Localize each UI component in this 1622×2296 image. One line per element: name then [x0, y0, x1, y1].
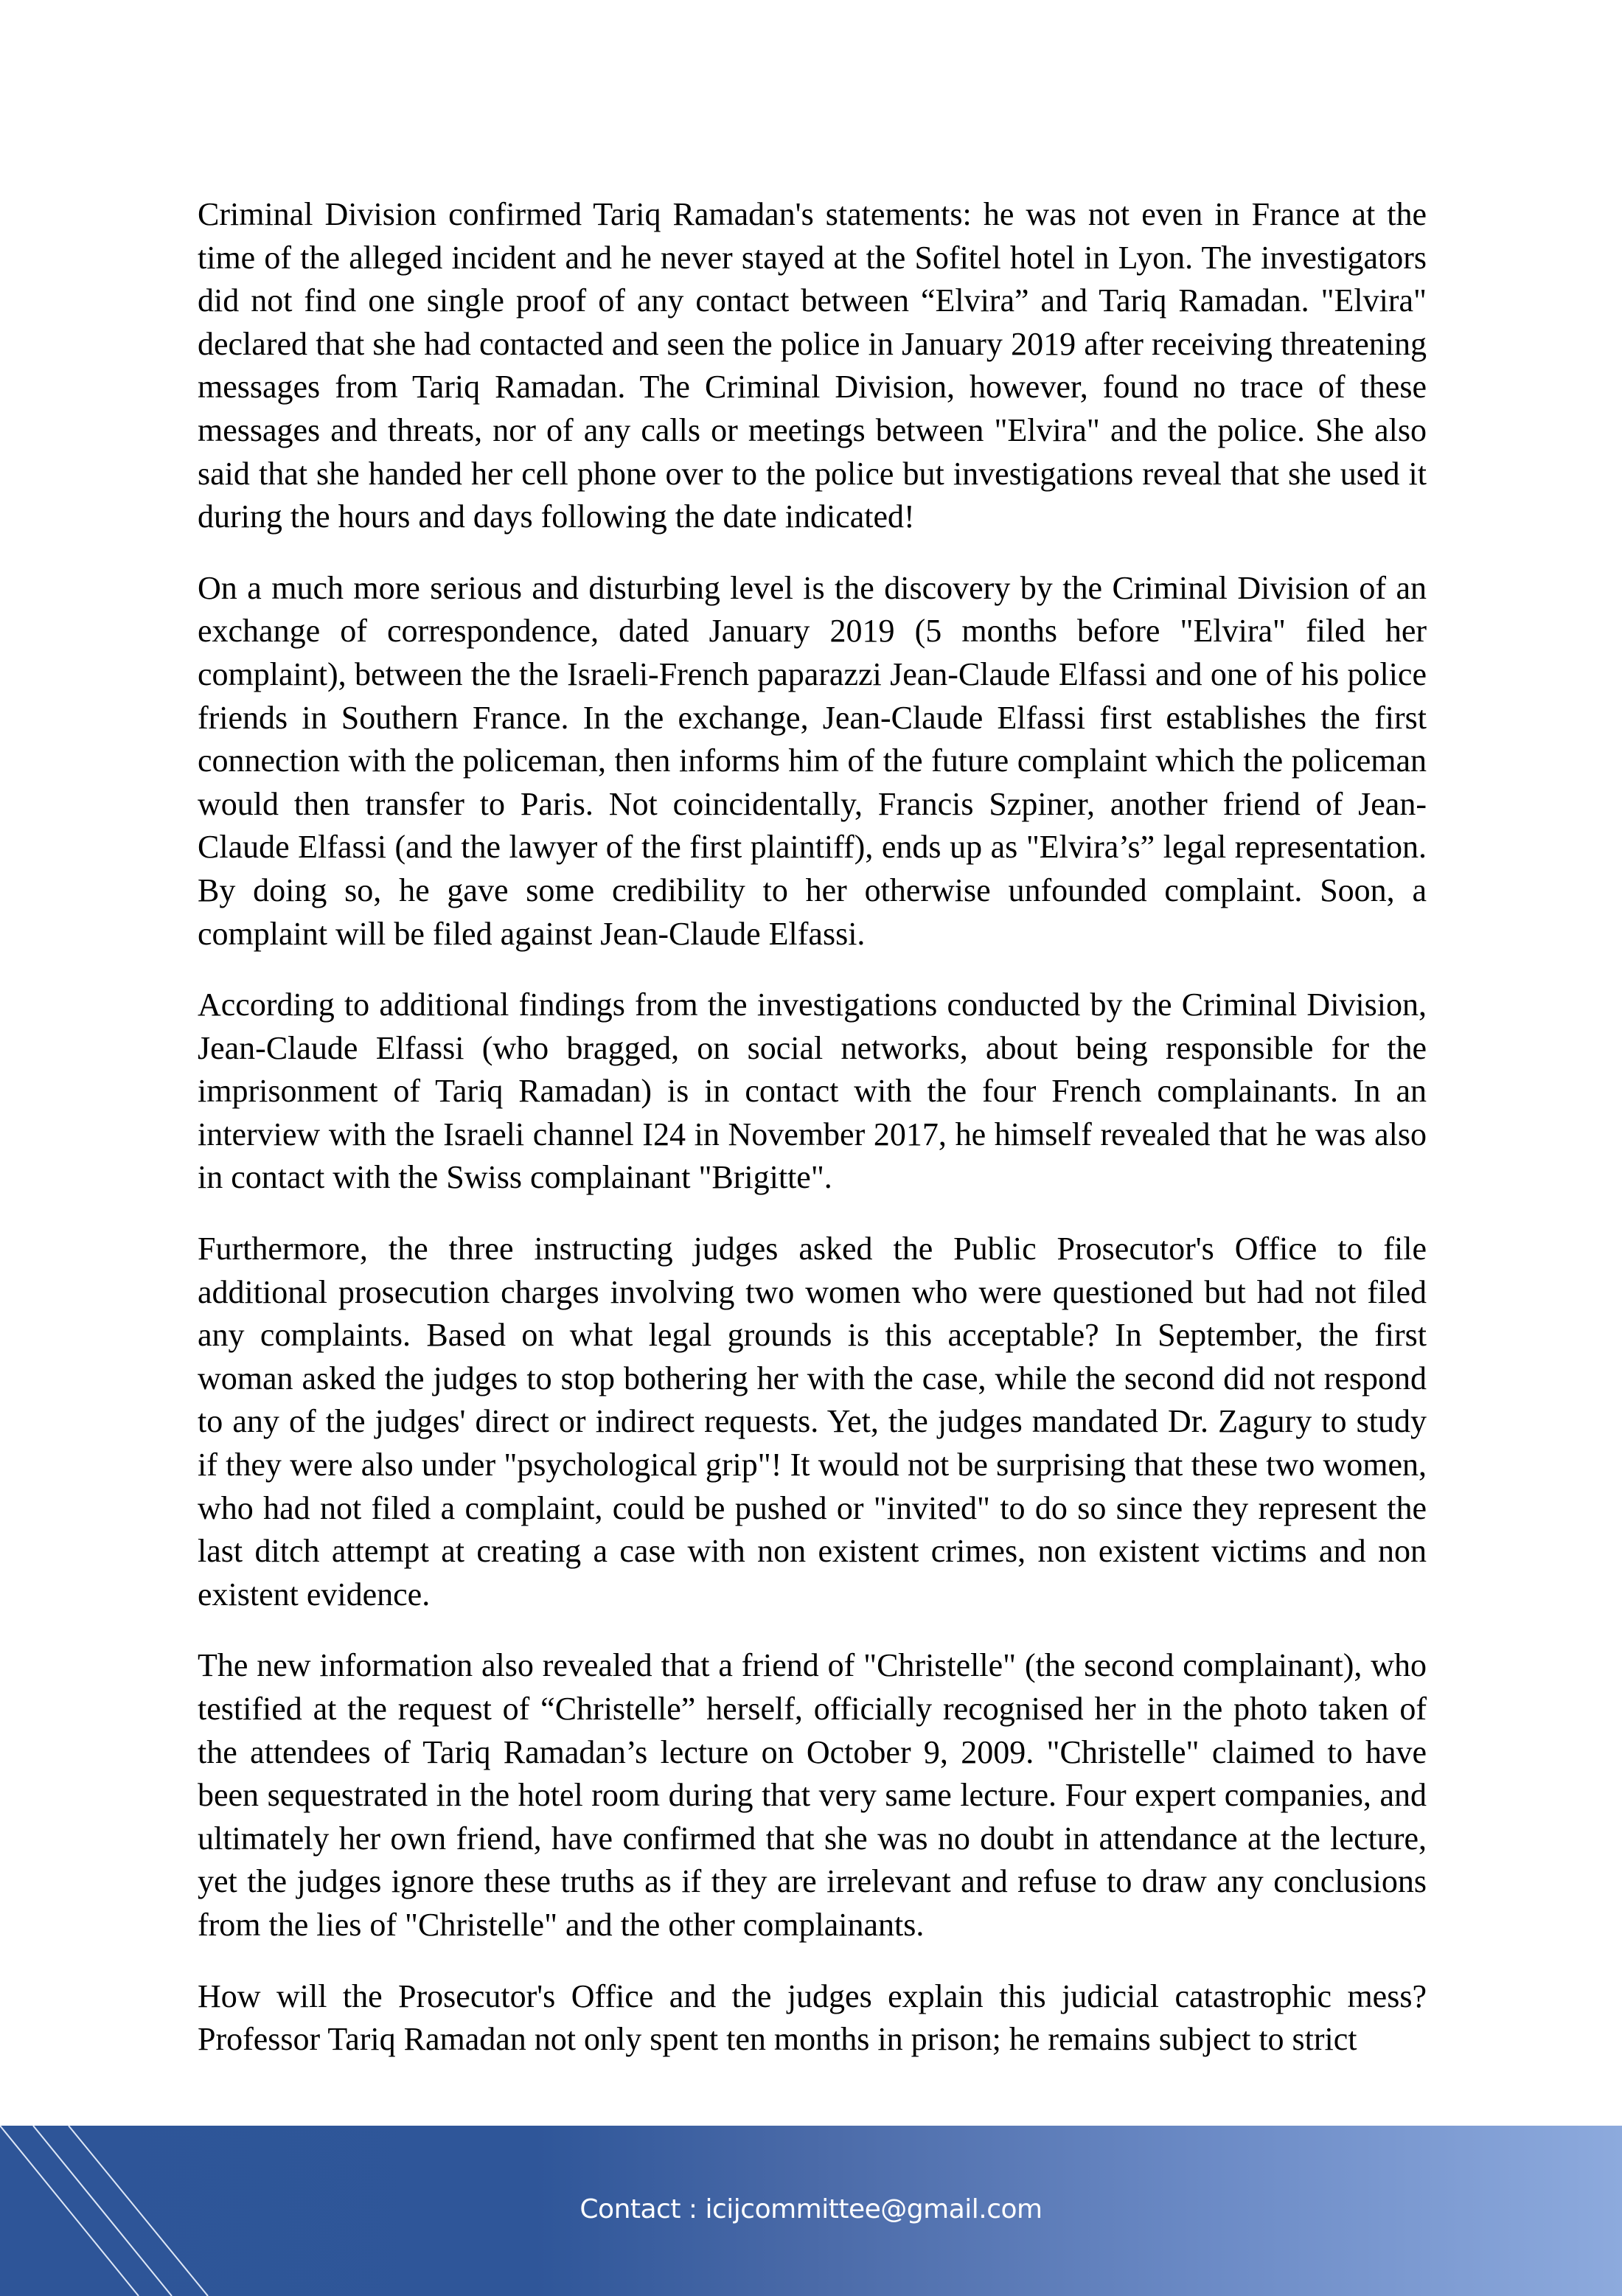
page-footer — [0, 2126, 1622, 2296]
document-body — [198, 193, 1427, 2090]
paragraph: The new information also revealed that a friend of "Christelle" (the second complainant), who testified at the request of “Christelle” herself, officially recognised her in the photo taken of the attendees of Tariq Ramadan’s lecture on October 9, 2009. "Christelle" claimed to have been sequestrated in the hotel room during that very same lecture. Four expert companies, and ultimately her own friend, have confirmed that she was no doubt in attendance at the lecture, yet the judges ignore these truths as if they are irrelevant and refuse to draw any conclusions from the lies of "Christelle" and the other complainants. — [198, 1647, 1427, 1943]
paragraph: How will the Prosecutor's Office and the judges explain this judicial catastrophic mess? Professor Tariq Ramadan not only spent ten months in prison; he remains subject to strict — [198, 1977, 1427, 2058]
paragraph: Criminal Division confirmed Tariq Ramadan's statements: he was not even in France at the time of the alleged incident and he never stayed at the Sofitel hotel in Lyon. The investigators did not find one single proof of any contact between “Elvira” and Tariq Ramadan. "Elvira" declared that she had contacted and seen the police in January 2019 after receiving threatening messages from Tariq Ramadan. The Criminal Division, however, found no trace of these messages and threats, nor of any calls or meetings between "Elvira" and the police. She also said that she handed her cell phone over to the police but investigations reveal that she used it during the hours and days following the date indicated! — [198, 196, 1427, 535]
footer-contact-email: Contact : icijcommittee@gmail.com — [579, 2194, 1043, 2224]
paragraph: On a much more serious and disturbing level is the discovery by the Criminal Division of an exchange of correspondence, dated January 2019 (5 months before "Elvira" filed her complaint), between the the Israeli-French paparazzi Jean-Claude Elfassi and one of his police friends in Southern France. In the exchange, Jean-Claude Elfassi first establishes the first connection with the policeman, then informs him of the future complaint which the policeman would then transfer to Paris. Not coincidentally, Francis Szpiner, another friend of Jean-Claude Elfassi (and the lawyer of the first plaintiff), ends up as "Elvira’s” legal representation. By doing so, he gave some credibility to her otherwise unfounded complaint. Soon, a complaint will be filed against Jean-Claude Elfassi. — [198, 569, 1427, 952]
paragraph: According to additional findings from the investigations conducted by the Criminal Division, Jean-Claude Elfassi (who bragged, on social networks, about being responsible for the imprisonment of Tariq Ramadan) is in contact with the four French complainants. In an interview with the Israeli channel I24 in November 2017, he himself revealed that he was also in contact with the Swiss complainant "Brigitte". — [198, 987, 1427, 1196]
paragraph: Furthermore, the three instructing judges asked the Public Prosecutor's Office to file additional prosecution charges involving two women who were questioned but had not filed any complaints. Based on what legal grounds is this acceptable? In September, the first woman asked the judges to stop bothering her with the case, while the second did not respond to any of the judges' direct or indirect requests. Yet, the judges mandated Dr. Zagury to study if they were also under "psychological grip"! It would not be surprising that these two women, who had not filed a complaint, could be pushed or "invited" to do so since they represent the last ditch attempt at creating a case with non existent crimes, non existent victims and non existent evidence. — [198, 1231, 1427, 1613]
